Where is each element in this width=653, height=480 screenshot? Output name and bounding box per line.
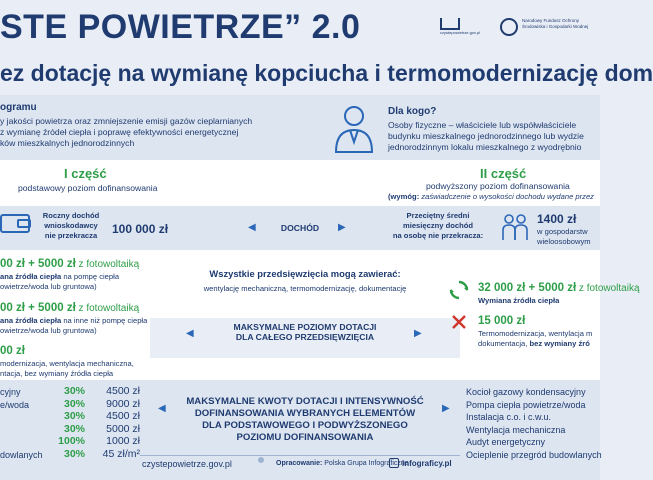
footer-credit-text: Polska Grupa Infograficzna [322, 460, 409, 467]
nfosigw-logo-text: Narodowy Fundusz Ochrony Środowiska i Gospodarki Wodnej [522, 18, 589, 29]
arrow-right-icon: ▶ [338, 222, 346, 233]
arrow-right-icon: ▶ [414, 328, 422, 339]
program-line: y jakości powietrza oraz zmniejszenie emisji gazów cieplarnianych [0, 116, 253, 126]
table-left-amounts [85, 385, 140, 460]
table-left-label: e/woda [0, 399, 30, 410]
who-description [388, 120, 600, 153]
nfosigw-emblem-icon [500, 18, 518, 36]
building-icon [440, 18, 460, 30]
who-line: budynku mieszkalnego jednorodzinnego lub wydzie [388, 131, 584, 141]
right-amount-1-suffix: z fotowoltaiką [576, 283, 640, 294]
part2-requirement [388, 192, 594, 202]
max-grants-heading [172, 396, 438, 444]
right-amount-1-desc: Wymiana źródła ciepła [478, 296, 560, 305]
left-amount-1-value: 00 zł + 5000 zł [0, 258, 76, 270]
table-left-pct: 30% [63, 385, 85, 397]
table-left-amount: 45 zł/m² [102, 447, 140, 460]
right-amount-2 [478, 311, 592, 349]
income-right-note-line: wieloosobowym [537, 237, 591, 246]
table-left-amount: 5000 zł [106, 422, 140, 435]
income-right-label-line: Przeciętny średni [406, 211, 470, 220]
table-left-amount: 1000 zł [106, 435, 140, 447]
part2-description: podwyższony poziom dofinansowania [426, 181, 570, 191]
arrow-left-icon: ◀ [186, 328, 194, 339]
left-amount-3-desc2: ntacja, bez wymiany źródła ciepła [0, 369, 114, 378]
footer-brand: infograficy.pl [402, 459, 452, 468]
table-right-label: Kocioł gazowy kondensacyjny [466, 387, 586, 397]
all-projects-heading: Wszystkie przedsięwzięcia mogą zawierać: [209, 268, 401, 279]
left-amount-2-value: 00 zł + 5000 zł [0, 302, 76, 314]
arrow-left-icon: ◀ [158, 403, 166, 414]
max-levels-heading-line: DLA CAŁEGO PRZEDSIĘWZIĘCIA [235, 332, 375, 342]
arrow-right-icon: ▶ [442, 403, 450, 414]
income-right-label-line: miesięczny dochód [402, 221, 474, 230]
part2-requirement-label: (wymóg: [388, 192, 420, 201]
max-grants-heading-line: POZIOMU DOFINANSOWANIA [236, 432, 374, 443]
right-amount-1-value: 32 000 zł + 5000 zł [478, 282, 577, 294]
table-right-label: Wentylacja mechaniczna [466, 424, 566, 435]
program-line: z wymianę źródeł ciepła i poprawę efektywności energetycznej [0, 127, 239, 137]
cross-icon [451, 314, 467, 330]
part2-requirement-text: zaświadczenie o wysokości dochodu wydane przez [419, 192, 594, 201]
income-right-label-line: na osobę nie przekracza: [392, 231, 484, 240]
table-left-pct: 30% [63, 410, 85, 422]
income-right-label [388, 211, 488, 241]
table-left-percents [45, 385, 85, 460]
table-left-label: cyjny [0, 387, 21, 397]
table-left-amount: 4500 zł [106, 410, 140, 422]
footer-credit-label: Opracowanie: [276, 460, 323, 467]
income-right-note [537, 227, 591, 247]
government-logo [440, 18, 490, 40]
left-amount-3-desc: modernizacja, wentylacja mechaniczna, [0, 359, 134, 368]
table-left-amount: 9000 zł [106, 397, 140, 410]
table-left-pct: 30% [63, 422, 85, 435]
who-line: Osoby fizyczne – właściciele lub współwłaściciele [388, 120, 577, 130]
table-left-pct: 30% [63, 397, 85, 410]
part1-description: podstawowy poziom dofinansowania [18, 183, 158, 193]
program-line: ków mieszkalnych jednorodzinnych [0, 138, 135, 148]
who-heading: Dla kogo? [388, 106, 437, 117]
table-left-amount: 4500 zł [106, 385, 140, 397]
max-levels-heading [200, 322, 410, 342]
left-amount-3-value: 00 zł [0, 345, 25, 357]
left-amount-2-suffix: z fotowoltaiką [75, 303, 140, 314]
left-amount-1-suffix: z fotowoltaiką [75, 259, 140, 270]
max-grants-heading-line: DLA PODSTAWOWEGO I PODWYŻSZONEGO [202, 420, 408, 431]
income-right-note-line: w gospodarstw [537, 227, 588, 236]
program-heading: ogramu [0, 102, 37, 113]
table-right-label: Ocieplenie przegród budowlanych [466, 449, 602, 460]
table-right-label: Pompa ciepła powietrze/woda [466, 399, 586, 410]
left-amount-3 [0, 341, 134, 379]
program-description [0, 116, 320, 149]
left-amount-1-desc-bold: ana źródła ciepła [0, 272, 62, 281]
family-icon [500, 212, 530, 242]
income-left-label-line: nie przekracza [44, 231, 98, 240]
left-amount-2-desc: na inne niż pompę ciepła [61, 316, 148, 325]
arrow-left-icon: ◀ [248, 222, 256, 233]
right-amount-2-desc: Termomodernizacja, wentylacja m [478, 329, 593, 338]
right-amount-1 [478, 278, 640, 306]
income-left-label-line: wnioskodawcy [44, 221, 98, 230]
table-left-pct: 100% [58, 435, 85, 447]
footer-divider [140, 455, 460, 456]
left-amount-2-desc-bold: ana źródła ciepła [0, 316, 62, 325]
page-title: STE POWIETRZE” 2.0 [0, 8, 361, 46]
table-left-pct: 30% [63, 447, 85, 460]
right-amount-2-value: 15 000 zł [478, 315, 526, 327]
table-left-label: dowlanych [0, 449, 43, 460]
left-amount-1-desc: na pompę ciepła [61, 272, 120, 281]
infograficy-logo-icon [389, 458, 399, 468]
left-amount-2-desc2: owietrze/woda lub gruntowa) [0, 326, 97, 335]
max-levels-heading-line: MAKSYMALNE POZIOMY DOTACJI [233, 322, 377, 332]
table-right-label: Audyt energetyczny [466, 437, 546, 447]
person-icon [330, 102, 378, 154]
government-logo-text: czystepowietrze.gov.pl [440, 30, 480, 35]
income-right-value: 1400 zł [537, 212, 577, 226]
table-right-label: Instalacja c.o. i c.w.u. [466, 412, 552, 422]
wallet-icon [0, 212, 32, 234]
part2-title: II część [480, 166, 527, 181]
right-amount-2-desc2-bold: bez wymiany źró [529, 339, 590, 348]
footer-separator-dot [258, 457, 264, 463]
max-grants-heading-line: MAKSYMALNE KWOTY DOTACJI I INTENSYWNOŚĆ [186, 396, 424, 407]
income-left-label-line: Roczny dochód [42, 211, 100, 220]
income-left-label [40, 211, 102, 241]
income-left-value: 100 000 zł [112, 222, 169, 236]
max-grants-heading-line: DOFINANSOWANIA WYBRANYCH ELEMENTÓW [194, 408, 416, 419]
who-line: jednorodzinnym lokalu mieszkalnego z wyodrębnio [388, 142, 582, 152]
income-center-label: DOCHÓD [280, 223, 320, 233]
table-right-labels [466, 387, 600, 462]
recycle-icon [449, 280, 469, 300]
left-amount-1-desc2: owietrze/woda lub gruntowa) [0, 282, 97, 291]
footer-url-link[interactable]: czystepowietrze.gov.pl [142, 459, 232, 469]
left-amount-1 [0, 254, 139, 292]
right-amount-2-desc2: dokumentacja, [478, 339, 530, 348]
page-subtitle: ez dotację na wymianę kopciucha i termomodernizację dom [0, 60, 653, 86]
nfosigw-logo [500, 18, 600, 40]
all-projects-items: wentylację mechaniczną, termomodernizację, dokumentację [203, 284, 407, 293]
left-amount-2 [0, 298, 147, 336]
part1-title: I część [64, 166, 107, 181]
